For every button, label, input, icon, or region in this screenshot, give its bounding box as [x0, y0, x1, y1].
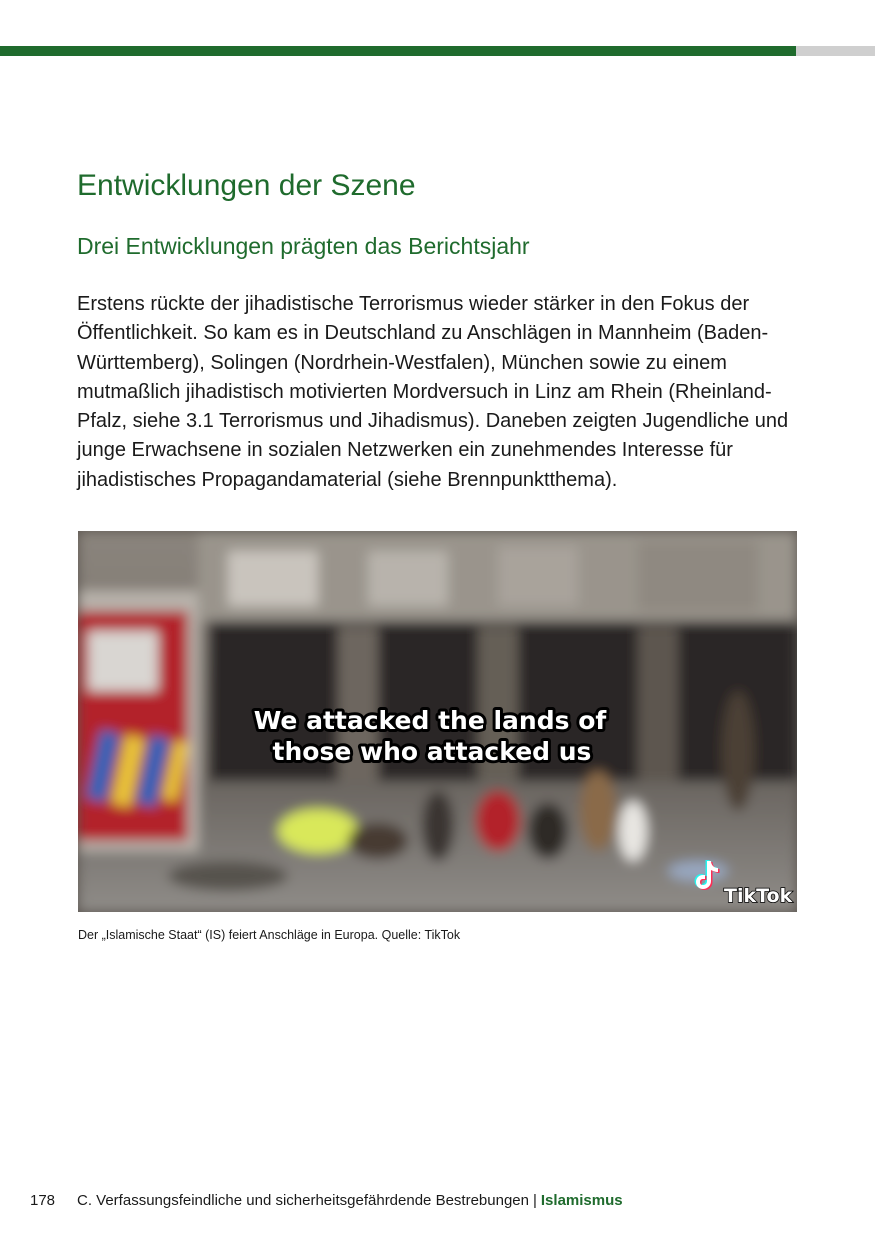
blurred-scene-image — [78, 531, 797, 912]
page-footer — [0, 1190, 875, 1212]
footer-chapter: C. Verfassungsfeindliche und sicherheitsgefährdende Bestrebungen — [77, 1192, 529, 1209]
footer-section: Islamismus — [540, 1192, 623, 1209]
overlay-line-2: those who attacked us — [272, 737, 592, 766]
header-secondary-bar — [796, 46, 875, 56]
sub-title: Drei Entwicklungen prägten das Berichtsjahr — [77, 233, 530, 259]
footer-separator: | — [532, 1192, 537, 1209]
figure-image — [78, 531, 797, 912]
footer-breadcrumb — [77, 1190, 623, 1212]
overlay-line-1: We attacked the lands of — [253, 706, 607, 735]
page-number: 178 — [30, 1192, 56, 1209]
figure-caption: Der „Islamische Staat“ (IS) feiert Anschläge in Europa. Quelle: TikTok — [78, 928, 461, 942]
header-accent-bar — [0, 46, 796, 56]
section-title: Entwicklungen der Szene — [77, 169, 416, 202]
tiktok-wordmark: TikTok — [724, 885, 793, 907]
body-paragraph: Erstens rückte der jihadistische Terrorismus wieder stärker in den Fokus der Öffentlichkeit. So kam es in Deutschland zu Anschlägen in Mannheim (Baden-Württemberg), Solingen (Nordrhein-Westfalen), München sowie zu einem mutmaßlich jihadistisch motivierten Mordversuch in Linz am Rhein (Rheinland-Pfalz, siehe 3.1 Terrorismus und Jihadismus). Daneben zeigten Jugendliche und junge Erwachsene in sozialen Netzwerken ein zunehmendes Interesse für jihadistisches Propagandamaterial (siehe Brennpunktthema). — [77, 293, 789, 491]
